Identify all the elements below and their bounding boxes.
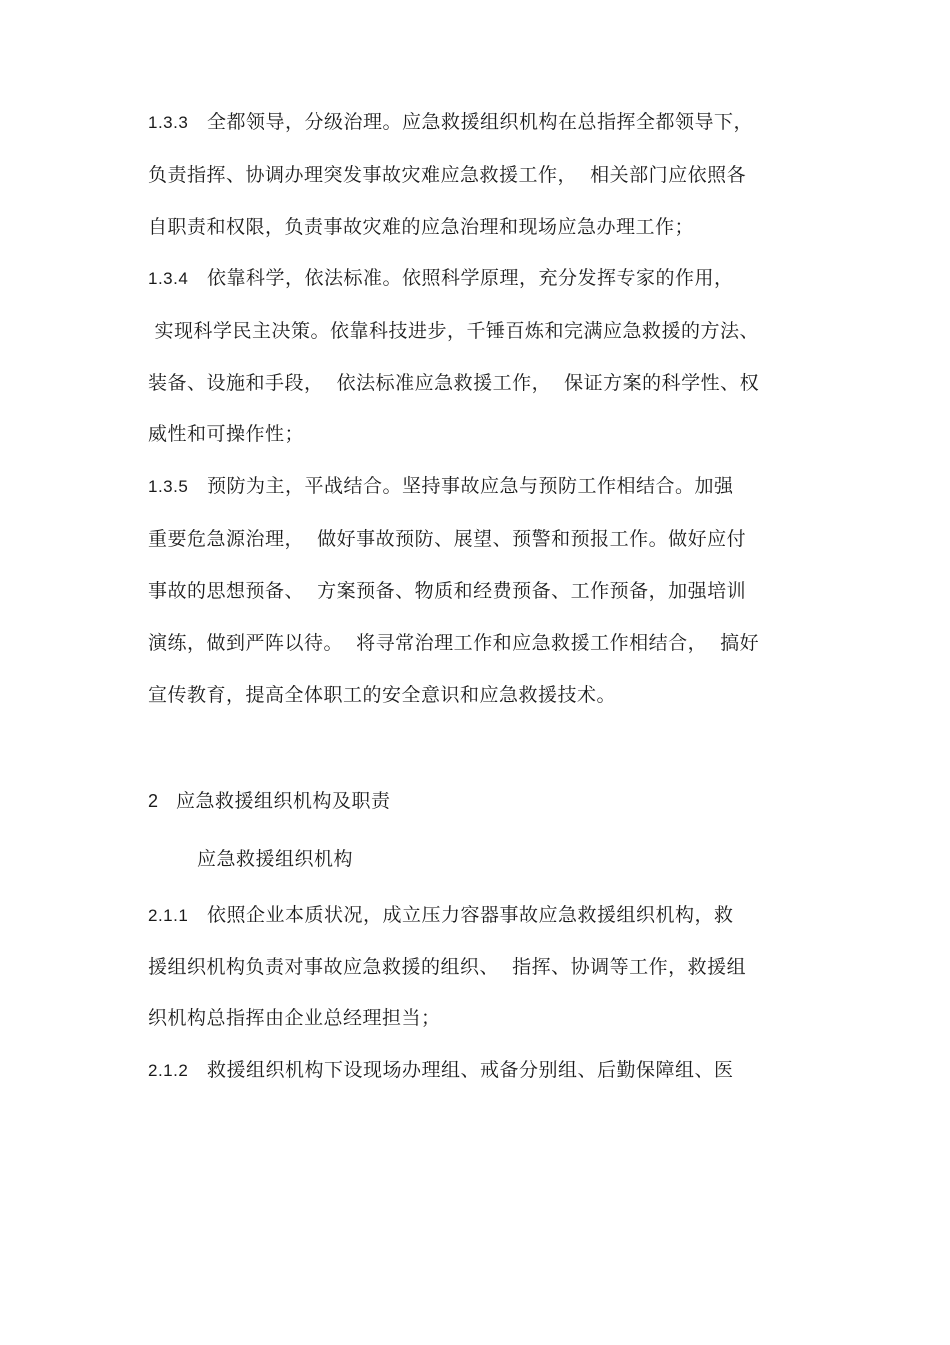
para-text: 依照企业本质状况，成立压力容器事故应急救援组织机构，救 <box>207 904 734 926</box>
para-text: 负责指挥、协调办理突发事故灾难应急救援工作， 相关部门应依照各 <box>148 164 747 186</box>
para-text: 宣传教育，提高全体职工的安全意识和应急救援技术。 <box>148 684 617 706</box>
para-text: 自职责和权限，负责事故灾难的应急治理和现场应急办理工作； <box>148 216 695 238</box>
section-number: 2 <box>148 791 159 811</box>
para-1-3-3-line-1 <box>148 110 753 135</box>
subsection-title: 应急救援组织机构 <box>197 848 354 870</box>
section-number: 2.1.2 <box>148 1061 189 1080</box>
section-number: 2.1.1 <box>148 906 189 925</box>
section-number: 1.3.4 <box>148 269 189 288</box>
para-text: 援组织机构负责对事故应急救援的组织、 指挥、协调等工作，救援组 <box>148 956 747 978</box>
para-1-3-4-line-2 <box>148 319 759 343</box>
para-1-3-3-line-3 <box>148 215 694 239</box>
para-text: 依靠科学，依法标准。依照科学原理，充分发挥专家的作用， <box>207 267 734 289</box>
para-1-3-5-line-4 <box>148 631 759 655</box>
para-1-3-4-line-1 <box>148 266 734 291</box>
para-text: 预防为主，平战结合。坚持事故应急与预防工作相结合。加强 <box>207 475 734 497</box>
para-text: 威性和可操作性； <box>148 423 305 445</box>
para-text: 织机构总指挥由企业总经理担当； <box>148 1007 441 1029</box>
para-text: 全都领导，分级治理。应急救援组织机构在总指挥全都领导下， <box>207 111 754 133</box>
section-title: 应急救援组织机构及职责 <box>176 790 391 812</box>
subsection-heading <box>197 847 353 871</box>
para-text: 装备、设施和手段， 依法标准应急救援工作， 保证方案的科学性、权 <box>148 372 760 394</box>
para-text: 重要危急源治理， 做好事故预防、展望、预警和预报工作。做好应付 <box>148 528 747 550</box>
para-text: 演练，做到严阵以待。 将寻常治理工作和应急救援工作相结合， 搞好 <box>148 632 760 654</box>
para-1-3-5-line-2 <box>148 527 746 551</box>
para-1-3-4-line-3 <box>148 371 759 395</box>
section-number: 1.3.5 <box>148 477 189 496</box>
para-1-3-5-line-5 <box>148 683 616 707</box>
para-text: 救援组织机构下设现场办理组、戒备分别组、后勤保障组、医 <box>207 1059 734 1081</box>
section-number: 1.3.3 <box>148 113 189 132</box>
para-1-3-5-line-3 <box>148 579 746 603</box>
para-2-1-1-line-2 <box>148 955 746 979</box>
para-1-3-3-line-2 <box>148 163 746 187</box>
para-2-1-1-line-3 <box>148 1006 441 1030</box>
para-text: 实现科学民主决策。依靠科技进步，千锤百炼和完满应急救援的方法、 <box>148 320 760 342</box>
para-2-1-2-line-1 <box>148 1058 734 1083</box>
para-1-3-4-line-4 <box>148 422 304 446</box>
section-heading <box>148 789 391 813</box>
para-text: 事故的思想预备、 方案预备、物质和经费预备、工作预备，加强培训 <box>148 580 747 602</box>
para-1-3-5-line-1 <box>148 474 734 499</box>
para-2-1-1-line-1 <box>148 903 734 928</box>
